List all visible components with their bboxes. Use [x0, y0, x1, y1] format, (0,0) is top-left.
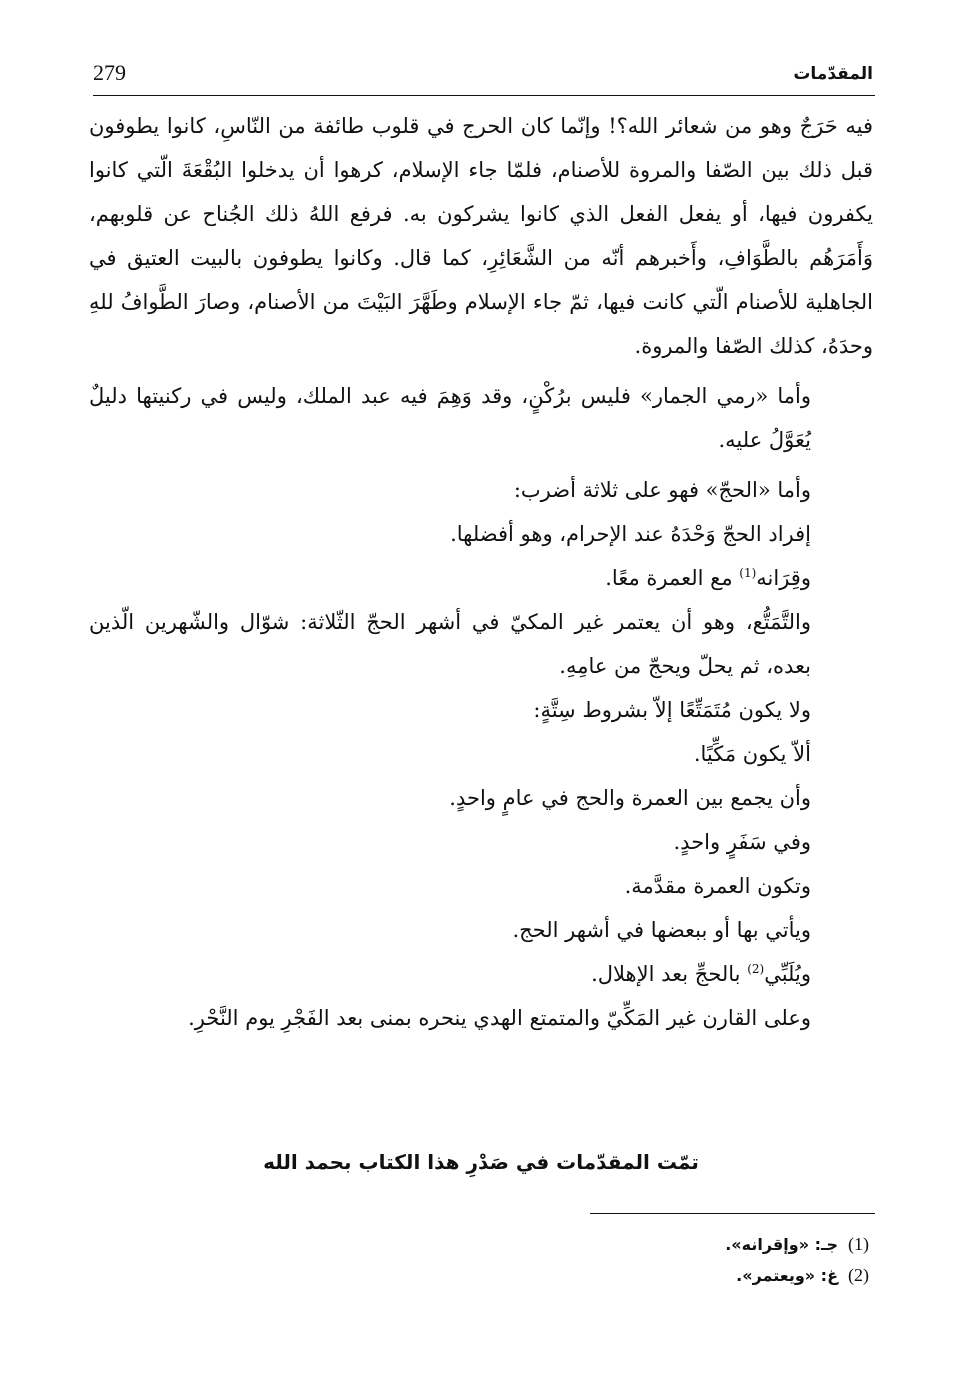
- main-text: [89, 104, 873, 1040]
- paragraph-ifrad: إفراد الحجّ وَحْدَهُ عند الإحرام، وهو أفضلها.: [450, 522, 811, 546]
- paragraph-hady: وعلى القارن غير المَكِّيّ والمتمتع الهدي ينحره بمنى بعد الفَجْرِ يوم النَّحْرِ.: [188, 1006, 811, 1030]
- paragraph-qiran: [89, 556, 873, 600]
- qiran-word: وقِرَانه: [756, 566, 811, 590]
- footnote-text: جـ: «وإقرانه».: [725, 1235, 838, 1254]
- footnote-2: [725, 1260, 869, 1291]
- footnote-number: (2): [848, 1265, 869, 1285]
- footnote-1: [725, 1229, 869, 1260]
- paragraph-safa-marwa: فيه حَرَجٌ وهو من شعائر الله؟! وإنّما كان الحرج في قلوب طائفة من النّاسِ، كانوا يطوفون قبل ذلك بين الصّفا والمروة للأصنام، فلمّا جاء الإسلام، كرهوا أن يدخلوا البُقْعَةَ الّتي كانوا يكفرون فيها، أو يفعل الفعل الذي كانوا يشركون به. فرفع اللهُ ذلك الجُناح عن قلوبهم، وَأَمَرَهُم بالطَّوَافِ، وأَخبرهم أنّه من الشَّعَائِرِ، كما قال. وكانوا يطوفون بالبيت العتيق في الجاهلية للأصنام الّتي كانت فيها، ثمّ جاء الإسلام وطَهَّرَ البَيْتَ من الأصنام، وصارَ الطَّوافُ للهِ وحدَهُ، كذلك الصّفا والمروة.: [89, 114, 873, 358]
- footnote-number: (1): [848, 1234, 869, 1254]
- yulabbi-tail: بالحجِّ بعد الإهلال.: [591, 962, 741, 986]
- condition-hajj-months: ويأتي بها أو ببعضها في أشهر الحج.: [512, 918, 811, 942]
- footnote-divider: [590, 1213, 875, 1214]
- condition-same-journey: وفي سَفَرٍ واحدٍ.: [673, 830, 811, 854]
- footnote-ref-2: (2): [747, 962, 765, 976]
- page-number: 279: [93, 60, 126, 85]
- qiran-tail: مع العمرة معًا.: [605, 566, 733, 590]
- footnote-ref-1: (1): [739, 566, 757, 580]
- paragraph-tamattu: والتَّمَتُّع، وهو أن يعتمر غير المكيّ في أشهر الحجّ الثّلاثة: شوّال والشّهرين الّذين بعده، ثم يحلّ ويحجّ من عامِهِ.: [89, 610, 811, 678]
- condition-talbiya: [89, 952, 873, 996]
- paragraph-rami-jimar: وأما «رمي الجمار» فليس برُكْنٍ، وقد وَهِمَ فيه عبد الملك، وليس في ركنيتها دليلٌ يُعَوَّلُ عليه.: [89, 384, 811, 452]
- yulabbi-word: ويُلَبِّي: [764, 962, 811, 986]
- header-divider: [93, 95, 875, 96]
- closing-line: تمّت المقدّمات في صَدْرِ هذا الكتاب بحمد الله: [263, 1150, 699, 1174]
- paragraph-conditions: ولا يكون مُتَمَتِّعًا إلاّ بشروط سِتَّةٍ:: [533, 698, 811, 722]
- running-title: المقدّمات: [793, 64, 873, 84]
- condition-not-makki: ألاّ يكون مَكِّيًا.: [693, 742, 811, 766]
- paragraph-hajj-types: وأما «الحجّ» فهو على ثلاثة أضرب:: [513, 478, 811, 502]
- footnote-text: غ: «ويعتمر».: [736, 1266, 838, 1285]
- condition-same-year: وأن يجمع بين العمرة والحج في عامٍ واحدٍ.: [449, 786, 811, 810]
- footnotes: [725, 1229, 869, 1291]
- condition-umrah-first: وتكون العمرة مقدَّمة.: [624, 874, 811, 898]
